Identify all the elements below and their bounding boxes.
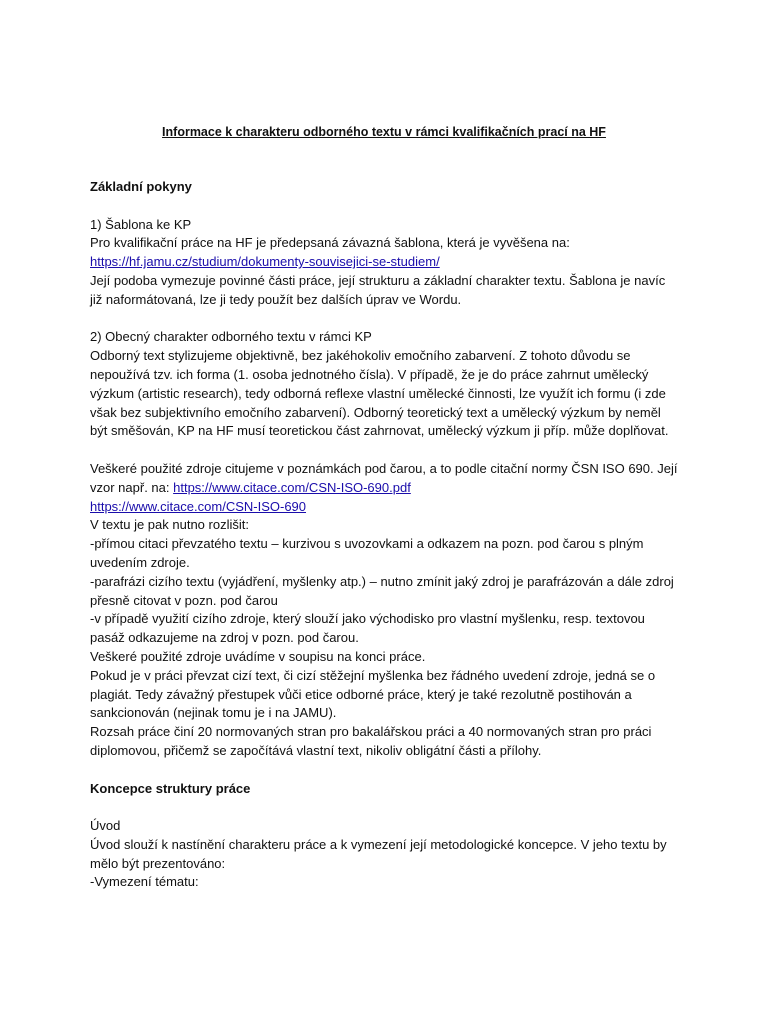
- subheading-intro: Úvod: [90, 818, 121, 834]
- paragraph-line: nepoužívá tzv. ich forma (1. osoba jednotného čísla). V případě, že je do práce zahrnut umělecký: [90, 366, 649, 382]
- paragraph-line: plagiát. Tedy závažný přestupek vůči etice odborné práce, který je také rezolutně postihován a: [90, 686, 632, 702]
- paragraph-line: V textu je pak nutno rozlišit:: [90, 517, 249, 533]
- blank-line: [90, 310, 690, 329]
- paragraph-line: -parafrázi cizího textu (vyjádření, myšlenky atp.) – nutno zmínit jaký zdroj je parafrázován a dále zdroj: [90, 573, 674, 589]
- blank-line: [90, 761, 690, 780]
- paragraph-line: výzkum (artistic research), tedy odborná reflexe vlastní umělecké činnosti, lze využít ich formu (i zde: [90, 385, 666, 401]
- paragraph-line: uvedením zdroje.: [90, 554, 190, 570]
- paragraph-line: Veškeré použité zdroje uvádíme v soupisu na konci práce.: [90, 648, 426, 664]
- blank-line: [90, 441, 690, 460]
- section-heading-structure: Koncepce struktury práce: [90, 780, 251, 796]
- template-link[interactable]: https://hf.jamu.cz/studium/dokumenty-souvisejici-se-studiem/: [90, 254, 440, 270]
- paragraph-line: Rozsah práce činí 20 normovaných stran pro bakalářskou práci a 40 normovaných stran pro práci: [90, 724, 652, 740]
- citation-prefix: vzor např. na:: [90, 479, 174, 495]
- citation-web-link[interactable]: https://www.citace.com/CSN-ISO-690: [90, 498, 307, 514]
- paragraph-line: mělo být prezentováno:: [90, 855, 226, 871]
- item2-heading: 2) Obecný charakter odborného textu v rámci KP: [90, 329, 372, 345]
- blank-line: [90, 798, 690, 817]
- paragraph-line: přesně citovat v pozn. pod čarou: [90, 592, 278, 608]
- paragraph-line: již naformátovaná, lze ji tedy použít bez dalších úprav ve Wordu.: [90, 291, 462, 307]
- document-body: [90, 178, 690, 892]
- paragraph-line: však bez subjektivního emočního zabarvení). Odborný teoretický text a umělecký výzkum by neměl: [90, 404, 661, 420]
- paragraph-line: Odborný text stylizujeme objektivně, bez jakéhokoliv emočního zabarvení. Z tohoto důvodu se: [90, 348, 631, 364]
- paragraph-line: -v případě využití cizího zdroje, který slouží jako východisko pro vlastní myšlenku, resp. textovou: [90, 611, 645, 627]
- paragraph-line: Pokud je v práci převzat cizí text, či cizí stěžejní myšlenka bez řádného uvedení zdroje, jedná se o: [90, 667, 656, 683]
- paragraph-line: Úvod slouží k nastínění charakteru práce a k vymezení její metodologické koncepce. V jeho textu by: [90, 836, 667, 852]
- item1-heading: 1) Šablona ke KP: [90, 216, 192, 232]
- paragraph-line: být směšován, KP na HF musí teoretickou část zahrnovat, umělecký výzkum ji příp. může doplňovat.: [90, 423, 669, 439]
- paragraph-line: Veškeré použité zdroje citujeme v poznámkách pod čarou, a to podle citační normy ČSN ISO 690. Její: [90, 460, 678, 476]
- citation-pdf-link[interactable]: https://www.citace.com/CSN-ISO-690.pdf: [173, 479, 411, 495]
- blank-line: [90, 197, 690, 216]
- paragraph-line: pasáž odkazujeme na zdroj v pozn. pod čarou.: [90, 630, 359, 646]
- paragraph-line: diplomovou, přičemž se započítává vlastní text, nikoliv obligátní části a přílohy.: [90, 742, 542, 758]
- document-title: Informace k charakteru odborného textu v rámci kvalifikačních prací na HF: [162, 125, 606, 139]
- paragraph-line: Její podoba vymezuje povinné části práce, její strukturu a základní charakter textu. Šablona je navíc: [90, 272, 666, 288]
- paragraph-line: sankcionován (nejinak tomu je i na JAMU).: [90, 705, 337, 721]
- paragraph-line: -Vymezení tématu:: [90, 874, 199, 890]
- section-heading-basic: Základní pokyny: [90, 179, 192, 194]
- paragraph-line: -přímou citaci převzatého textu – kurzivou s uvozovkami a odkazem na pozn. pod čarou s plným: [90, 536, 644, 552]
- paragraph-line: Pro kvalifikační práce na HF je předepsaná závazná šablona, která je vyvěšena na:: [90, 235, 570, 251]
- paragraph-line: [90, 479, 690, 498]
